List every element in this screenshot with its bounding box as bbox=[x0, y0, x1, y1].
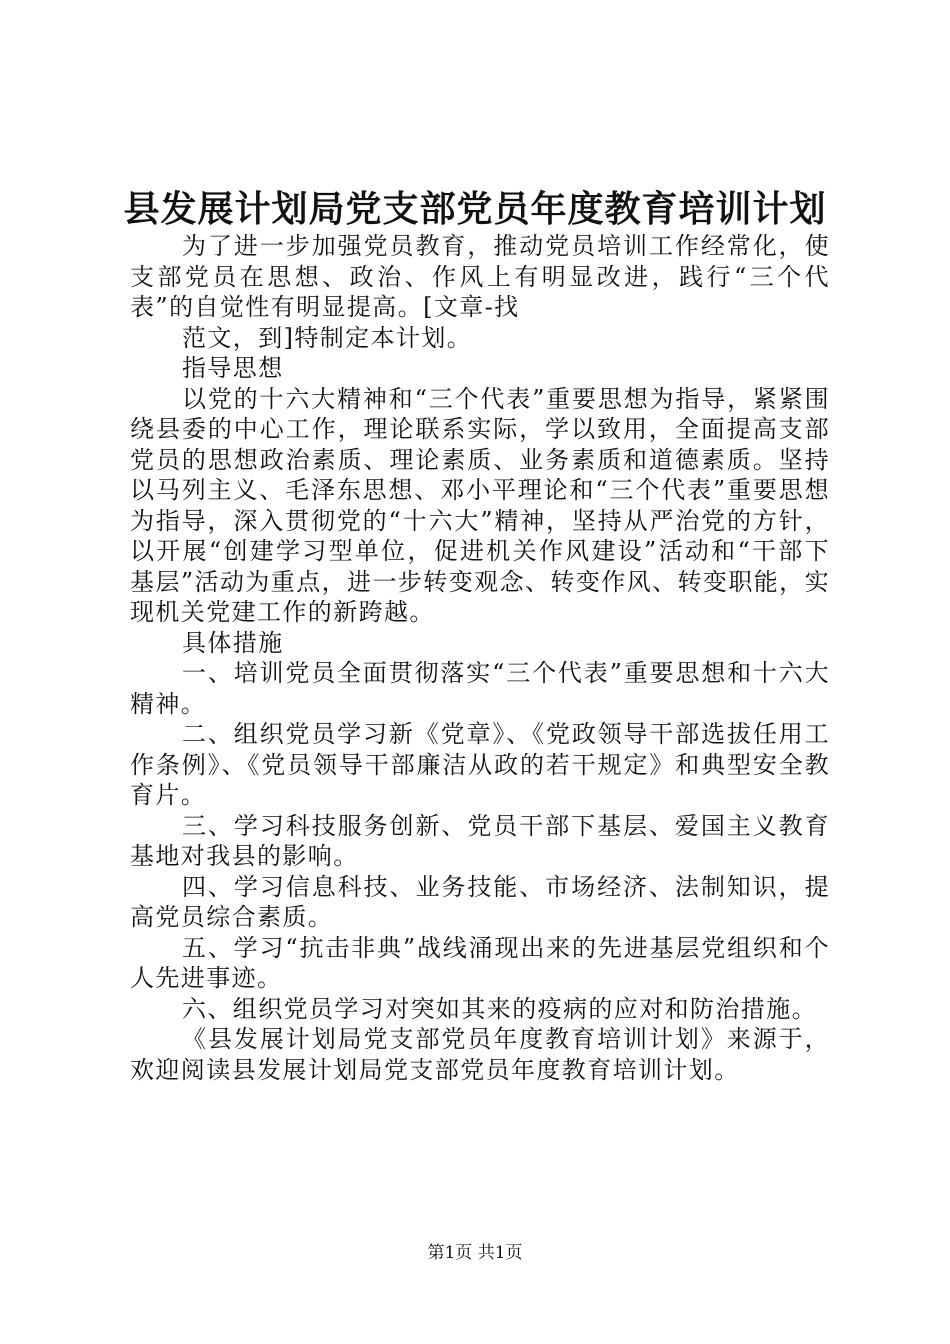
measure-item-2: 二、组织党员学习新《党章》、《党政领导干部选拔任用工作条例》、《党员领导干部廉洁从政的若干规定》和典型安全教育片。 bbox=[130, 720, 830, 809]
paragraph-intro: 为了进一步加强党员教育，推动党员培训工作经常化，使支部党员在思想、政治、作风上有明显改进，践行“三个代表”的自觉性有明显提高。[文章-找 bbox=[130, 232, 830, 321]
measure-item-1: 一、培训党员全面贯彻落实“三个代表”重要思想和十六大精神。 bbox=[130, 659, 830, 718]
measure-item-6: 六、组织党员学习对突如其来的疫病的应对和防治措施。 bbox=[182, 994, 817, 1023]
measure-item-4: 四、学习信息科技、业务技能、市场经济、法制知识，提高党员综合素质。 bbox=[130, 872, 830, 931]
document-body bbox=[130, 231, 830, 1085]
section-heading-guiding-thought: 指导思想 bbox=[182, 354, 284, 382]
paragraph-source-note: 《县发展计划局党支部党员年度教育培训计划》来源于，欢迎阅读县发展计划局党支部党员年度教育培训计划。 bbox=[130, 1025, 830, 1084]
paragraph-guiding-thought: 以党的十六大精神和“三个代表”重要思想为指导，紧紧围绕县委的中心工作，理论联系实际，学以致用，全面提高支部党员的思想政治素质、理论素质、业务素质和道德素质。坚持以马列主义、毛泽东思想、邓小平理论和“三个代表”重要思想为指导，深入贯彻党的“十六大”精神，坚持从严治党的方针，以开展“创建学习型单位，促进机关作风建设”活动和“干部下基层”活动为重点，进一步转变观念、转变作风、转变职能，实现机关党建工作的新跨越。 bbox=[130, 384, 830, 626]
page-number-footer: 第1页 共1页 bbox=[427, 1243, 523, 1263]
measure-item-5: 五、学习“抗击非典”战线涌现出来的先进基层党组织和个人先进事迹。 bbox=[130, 933, 830, 992]
paragraph-intro-continued: 范文，到]特制定本计划。 bbox=[182, 323, 473, 352]
section-heading-measures: 具体措施 bbox=[182, 628, 284, 657]
measure-item-3: 三、学习科技服务创新、党员干部下基层、爱国主义教育基地对我县的影响。 bbox=[130, 811, 830, 870]
document-title: 县发展计划局党支部党员年度教育培训计划 bbox=[123, 188, 827, 230]
